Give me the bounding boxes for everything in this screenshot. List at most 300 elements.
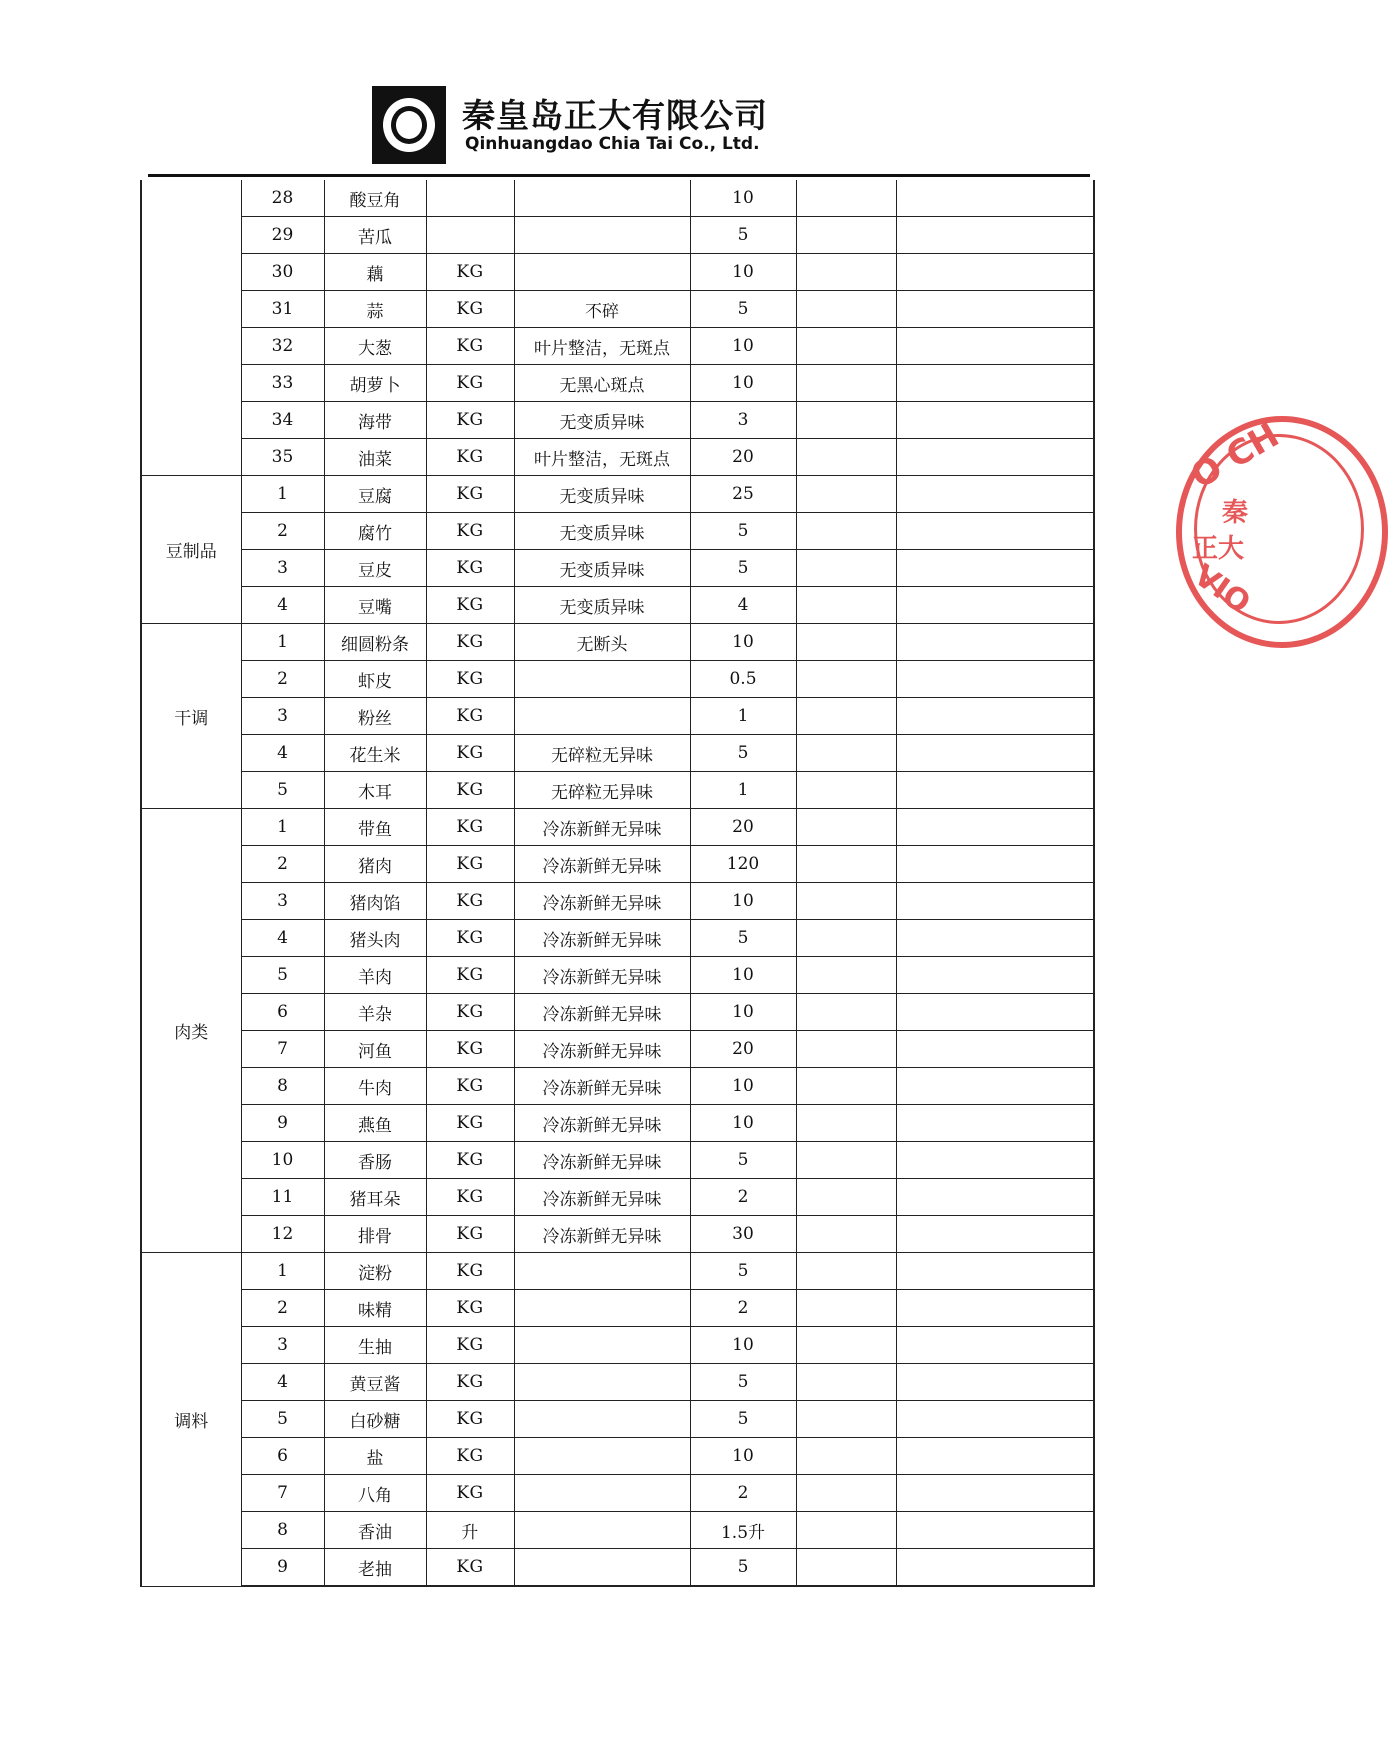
empty-cell xyxy=(796,1031,896,1068)
item-name-cell: 大葱 xyxy=(324,328,426,365)
empty-cell xyxy=(896,1253,1094,1290)
item-quantity-cell: 5 xyxy=(690,735,796,772)
item-requirement-cell: 不碎 xyxy=(514,291,690,328)
item-quantity-cell: 5 xyxy=(690,920,796,957)
table-row xyxy=(141,661,1094,698)
empty-cell xyxy=(896,587,1094,624)
table-row xyxy=(141,476,1094,513)
category-cell: 肉类 xyxy=(141,809,241,1253)
item-requirement-cell: 冷冻新鲜无异味 xyxy=(514,883,690,920)
empty-cell xyxy=(796,1401,896,1438)
table-row xyxy=(141,1142,1094,1179)
item-name-cell: 细圆粉条 xyxy=(324,624,426,661)
item-name-cell: 猪肉 xyxy=(324,846,426,883)
item-requirement-cell: 冷冻新鲜无异味 xyxy=(514,1105,690,1142)
item-quantity-cell: 1 xyxy=(690,698,796,735)
item-number-cell: 4 xyxy=(241,920,324,957)
table-row xyxy=(141,698,1094,735)
item-name-cell: 黄豆酱 xyxy=(324,1364,426,1401)
item-number-cell: 10 xyxy=(241,1142,324,1179)
table-row xyxy=(141,1549,1094,1587)
item-quantity-cell: 2 xyxy=(690,1179,796,1216)
item-quantity-cell: 10 xyxy=(690,180,796,217)
empty-cell xyxy=(796,439,896,476)
item-name-cell: 淀粉 xyxy=(324,1253,426,1290)
item-quantity-cell: 1 xyxy=(690,772,796,809)
empty-cell xyxy=(896,624,1094,661)
empty-cell xyxy=(796,1290,896,1327)
empty-cell xyxy=(796,920,896,957)
item-requirement-cell xyxy=(514,698,690,735)
item-number-cell: 8 xyxy=(241,1512,324,1549)
item-requirement-cell: 无碎粒无异味 xyxy=(514,772,690,809)
item-quantity-cell: 30 xyxy=(690,1216,796,1253)
item-requirement-cell: 无断头 xyxy=(514,624,690,661)
empty-cell xyxy=(896,1031,1094,1068)
item-name-cell: 燕鱼 xyxy=(324,1105,426,1142)
item-quantity-cell: 2 xyxy=(690,1475,796,1512)
item-number-cell: 1 xyxy=(241,809,324,846)
item-requirement-cell: 无碎粒无异味 xyxy=(514,735,690,772)
item-name-cell: 猪肉馅 xyxy=(324,883,426,920)
table-row xyxy=(141,1475,1094,1512)
item-name-cell: 带鱼 xyxy=(324,809,426,846)
empty-cell xyxy=(896,1327,1094,1364)
table-row xyxy=(141,1290,1094,1327)
table-row xyxy=(141,1105,1094,1142)
item-quantity-cell: 10 xyxy=(690,957,796,994)
item-quantity-cell: 10 xyxy=(690,1105,796,1142)
empty-cell xyxy=(896,1364,1094,1401)
item-unit-cell xyxy=(426,217,514,254)
item-quantity-cell: 5 xyxy=(690,513,796,550)
empty-cell xyxy=(896,291,1094,328)
item-unit-cell: KG xyxy=(426,476,514,513)
table-row xyxy=(141,809,1094,846)
table-row xyxy=(141,883,1094,920)
item-name-cell: 豆嘴 xyxy=(324,587,426,624)
empty-cell xyxy=(896,476,1094,513)
item-unit-cell: KG xyxy=(426,550,514,587)
item-requirement-cell: 冷冻新鲜无异味 xyxy=(514,1216,690,1253)
item-unit-cell: KG xyxy=(426,661,514,698)
table-row xyxy=(141,1179,1094,1216)
item-unit-cell: KG xyxy=(426,1438,514,1475)
item-unit-cell xyxy=(426,180,514,217)
table-row xyxy=(141,217,1094,254)
item-quantity-cell: 10 xyxy=(690,883,796,920)
empty-cell xyxy=(796,698,896,735)
item-number-cell: 4 xyxy=(241,587,324,624)
empty-cell xyxy=(896,698,1094,735)
empty-cell xyxy=(896,809,1094,846)
item-name-cell: 河鱼 xyxy=(324,1031,426,1068)
item-number-cell: 2 xyxy=(241,846,324,883)
table-row xyxy=(141,957,1094,994)
item-unit-cell: KG xyxy=(426,513,514,550)
empty-cell xyxy=(896,1105,1094,1142)
item-number-cell: 34 xyxy=(241,402,324,439)
category-cell: 调料 xyxy=(141,1253,241,1587)
item-number-cell: 31 xyxy=(241,291,324,328)
empty-cell xyxy=(896,439,1094,476)
item-name-cell: 胡萝卜 xyxy=(324,365,426,402)
table-row xyxy=(141,624,1094,661)
item-unit-cell: KG xyxy=(426,587,514,624)
item-name-cell: 牛肉 xyxy=(324,1068,426,1105)
empty-cell xyxy=(796,402,896,439)
item-unit-cell: 升 xyxy=(426,1512,514,1549)
empty-cell xyxy=(896,1438,1094,1475)
item-requirement-cell: 叶片整洁，无斑点 xyxy=(514,328,690,365)
item-number-cell: 8 xyxy=(241,1068,324,1105)
item-unit-cell: KG xyxy=(426,772,514,809)
item-quantity-cell: 20 xyxy=(690,1031,796,1068)
table-row xyxy=(141,587,1094,624)
item-quantity-cell: 10 xyxy=(690,994,796,1031)
empty-cell xyxy=(896,550,1094,587)
item-name-cell: 味精 xyxy=(324,1290,426,1327)
empty-cell xyxy=(896,846,1094,883)
empty-cell xyxy=(796,328,896,365)
item-quantity-cell: 5 xyxy=(690,217,796,254)
item-requirement-cell: 冷冻新鲜无异味 xyxy=(514,920,690,957)
empty-cell xyxy=(796,772,896,809)
item-number-cell: 5 xyxy=(241,957,324,994)
item-requirement-cell xyxy=(514,217,690,254)
item-unit-cell: KG xyxy=(426,291,514,328)
item-name-cell: 香油 xyxy=(324,1512,426,1549)
item-number-cell: 33 xyxy=(241,365,324,402)
empty-cell xyxy=(896,994,1094,1031)
goods-table-wrapper xyxy=(140,180,1095,1587)
item-requirement-cell: 冷冻新鲜无异味 xyxy=(514,1068,690,1105)
item-unit-cell: KG xyxy=(426,957,514,994)
empty-cell xyxy=(896,1216,1094,1253)
empty-cell xyxy=(896,1068,1094,1105)
goods-table xyxy=(140,180,1095,1587)
item-requirement-cell xyxy=(514,1401,690,1438)
item-name-cell: 腐竹 xyxy=(324,513,426,550)
item-requirement-cell: 冷冻新鲜无异味 xyxy=(514,994,690,1031)
item-requirement-cell: 冷冻新鲜无异味 xyxy=(514,809,690,846)
empty-cell xyxy=(896,1142,1094,1179)
company-name-en: Qinhuangdao Chia Tai Co., Ltd. xyxy=(465,134,760,154)
item-unit-cell: KG xyxy=(426,624,514,661)
item-name-cell: 排骨 xyxy=(324,1216,426,1253)
empty-cell xyxy=(896,254,1094,291)
item-quantity-cell: 20 xyxy=(690,439,796,476)
item-unit-cell: KG xyxy=(426,365,514,402)
item-quantity-cell: 10 xyxy=(690,365,796,402)
item-quantity-cell: 5 xyxy=(690,550,796,587)
item-number-cell: 6 xyxy=(241,1438,324,1475)
item-quantity-cell: 10 xyxy=(690,328,796,365)
item-quantity-cell: 5 xyxy=(690,1549,796,1587)
item-requirement-cell: 冷冻新鲜无异味 xyxy=(514,1031,690,1068)
empty-cell xyxy=(796,1179,896,1216)
document-header xyxy=(372,86,792,166)
table-row xyxy=(141,291,1094,328)
item-unit-cell: KG xyxy=(426,1216,514,1253)
item-unit-cell: KG xyxy=(426,735,514,772)
item-number-cell: 2 xyxy=(241,661,324,698)
table-row xyxy=(141,1438,1094,1475)
empty-cell xyxy=(796,624,896,661)
item-requirement-cell xyxy=(514,1327,690,1364)
empty-cell xyxy=(796,476,896,513)
empty-cell xyxy=(896,180,1094,217)
item-quantity-cell: 0.5 xyxy=(690,661,796,698)
item-requirement-cell xyxy=(514,661,690,698)
item-number-cell: 1 xyxy=(241,624,324,661)
item-requirement-cell: 无变质异味 xyxy=(514,513,690,550)
empty-cell xyxy=(796,365,896,402)
item-unit-cell: KG xyxy=(426,439,514,476)
table-row xyxy=(141,1512,1094,1549)
item-name-cell: 羊杂 xyxy=(324,994,426,1031)
item-number-cell: 11 xyxy=(241,1179,324,1216)
item-number-cell: 2 xyxy=(241,1290,324,1327)
table-row xyxy=(141,1364,1094,1401)
item-name-cell: 海带 xyxy=(324,402,426,439)
item-number-cell: 4 xyxy=(241,1364,324,1401)
item-number-cell: 7 xyxy=(241,1475,324,1512)
item-number-cell: 7 xyxy=(241,1031,324,1068)
table-row xyxy=(141,550,1094,587)
empty-cell xyxy=(896,1549,1094,1587)
empty-cell xyxy=(796,1068,896,1105)
item-number-cell: 29 xyxy=(241,217,324,254)
item-unit-cell: KG xyxy=(426,1179,514,1216)
item-name-cell: 盐 xyxy=(324,1438,426,1475)
item-number-cell: 28 xyxy=(241,180,324,217)
empty-cell xyxy=(796,1549,896,1587)
item-name-cell: 生抽 xyxy=(324,1327,426,1364)
item-unit-cell: KG xyxy=(426,994,514,1031)
empty-cell xyxy=(896,402,1094,439)
empty-cell xyxy=(796,661,896,698)
item-name-cell: 白砂糖 xyxy=(324,1401,426,1438)
item-unit-cell: KG xyxy=(426,846,514,883)
empty-cell xyxy=(896,735,1094,772)
item-quantity-cell: 5 xyxy=(690,1253,796,1290)
empty-cell xyxy=(896,661,1094,698)
empty-cell xyxy=(796,1364,896,1401)
item-requirement-cell xyxy=(514,1475,690,1512)
table-row xyxy=(141,254,1094,291)
empty-cell xyxy=(796,1475,896,1512)
item-number-cell: 3 xyxy=(241,1327,324,1364)
item-quantity-cell: 5 xyxy=(690,1401,796,1438)
item-requirement-cell: 无变质异味 xyxy=(514,476,690,513)
item-unit-cell: KG xyxy=(426,920,514,957)
item-number-cell: 1 xyxy=(241,476,324,513)
item-name-cell: 花生米 xyxy=(324,735,426,772)
empty-cell xyxy=(796,735,896,772)
empty-cell xyxy=(896,1290,1094,1327)
table-row xyxy=(141,402,1094,439)
item-name-cell: 猪耳朵 xyxy=(324,1179,426,1216)
empty-cell xyxy=(796,254,896,291)
item-name-cell: 老抽 xyxy=(324,1549,426,1587)
empty-cell xyxy=(796,809,896,846)
empty-cell xyxy=(896,1512,1094,1549)
item-quantity-cell: 2 xyxy=(690,1290,796,1327)
item-quantity-cell: 10 xyxy=(690,1438,796,1475)
empty-cell xyxy=(796,217,896,254)
item-requirement-cell: 无黑心斑点 xyxy=(514,365,690,402)
item-unit-cell: KG xyxy=(426,1031,514,1068)
empty-cell xyxy=(896,920,1094,957)
empty-cell xyxy=(896,883,1094,920)
empty-cell xyxy=(896,328,1094,365)
item-name-cell: 豆皮 xyxy=(324,550,426,587)
empty-cell xyxy=(796,1327,896,1364)
item-quantity-cell: 3 xyxy=(690,402,796,439)
table-row xyxy=(141,1031,1094,1068)
item-number-cell: 9 xyxy=(241,1549,324,1587)
empty-cell xyxy=(896,1179,1094,1216)
item-requirement-cell xyxy=(514,1253,690,1290)
item-quantity-cell: 5 xyxy=(690,1142,796,1179)
table-row xyxy=(141,1216,1094,1253)
item-quantity-cell: 4 xyxy=(690,587,796,624)
item-number-cell: 1 xyxy=(241,1253,324,1290)
item-name-cell: 藕 xyxy=(324,254,426,291)
empty-cell xyxy=(796,1253,896,1290)
item-unit-cell: KG xyxy=(426,809,514,846)
item-number-cell: 35 xyxy=(241,439,324,476)
item-quantity-cell: 25 xyxy=(690,476,796,513)
item-quantity-cell: 5 xyxy=(690,1364,796,1401)
item-requirement-cell: 无变质异味 xyxy=(514,587,690,624)
empty-cell xyxy=(796,846,896,883)
item-unit-cell: KG xyxy=(426,1401,514,1438)
item-requirement-cell: 冷冻新鲜无异味 xyxy=(514,846,690,883)
item-name-cell: 油菜 xyxy=(324,439,426,476)
item-unit-cell: KG xyxy=(426,1290,514,1327)
item-quantity-cell: 10 xyxy=(690,254,796,291)
table-row xyxy=(141,920,1094,957)
item-unit-cell: KG xyxy=(426,402,514,439)
chia-tai-logo-icon xyxy=(372,86,446,164)
item-unit-cell: KG xyxy=(426,254,514,291)
table-row xyxy=(141,439,1094,476)
item-number-cell: 5 xyxy=(241,772,324,809)
item-quantity-cell: 10 xyxy=(690,624,796,661)
item-unit-cell: KG xyxy=(426,1068,514,1105)
empty-cell xyxy=(796,291,896,328)
item-quantity-cell: 10 xyxy=(690,1068,796,1105)
item-quantity-cell: 20 xyxy=(690,809,796,846)
item-unit-cell: KG xyxy=(426,328,514,365)
header-divider xyxy=(148,174,1090,177)
empty-cell xyxy=(896,772,1094,809)
item-name-cell: 猪头肉 xyxy=(324,920,426,957)
item-number-cell: 2 xyxy=(241,513,324,550)
item-number-cell: 3 xyxy=(241,698,324,735)
item-name-cell: 虾皮 xyxy=(324,661,426,698)
item-requirement-cell: 冷冻新鲜无异味 xyxy=(514,1142,690,1179)
item-requirement-cell: 叶片整洁，无斑点 xyxy=(514,439,690,476)
item-unit-cell: KG xyxy=(426,1105,514,1142)
table-row xyxy=(141,735,1094,772)
item-requirement-cell xyxy=(514,180,690,217)
empty-cell xyxy=(796,550,896,587)
item-requirement-cell xyxy=(514,1364,690,1401)
item-unit-cell: KG xyxy=(426,1549,514,1587)
item-requirement-cell xyxy=(514,1290,690,1327)
table-row xyxy=(141,365,1094,402)
table-row xyxy=(141,994,1094,1031)
table-row xyxy=(141,846,1094,883)
item-number-cell: 3 xyxy=(241,883,324,920)
item-requirement-cell: 冷冻新鲜无异味 xyxy=(514,957,690,994)
empty-cell xyxy=(896,1401,1094,1438)
item-unit-cell: KG xyxy=(426,698,514,735)
item-unit-cell: KG xyxy=(426,1475,514,1512)
item-requirement-cell: 无变质异味 xyxy=(514,402,690,439)
item-number-cell: 9 xyxy=(241,1105,324,1142)
item-name-cell: 豆腐 xyxy=(324,476,426,513)
empty-cell xyxy=(796,1216,896,1253)
item-unit-cell: KG xyxy=(426,1364,514,1401)
category-cell: 豆制品 xyxy=(141,476,241,624)
item-requirement-cell: 无变质异味 xyxy=(514,550,690,587)
item-requirement-cell xyxy=(514,1512,690,1549)
empty-cell xyxy=(796,1512,896,1549)
item-name-cell: 八角 xyxy=(324,1475,426,1512)
table-row xyxy=(141,1327,1094,1364)
item-requirement-cell: 冷冻新鲜无异味 xyxy=(514,1179,690,1216)
empty-cell xyxy=(896,217,1094,254)
item-unit-cell: KG xyxy=(426,883,514,920)
item-quantity-cell: 5 xyxy=(690,291,796,328)
empty-cell xyxy=(796,1142,896,1179)
table-row xyxy=(141,513,1094,550)
item-name-cell: 粉丝 xyxy=(324,698,426,735)
item-number-cell: 32 xyxy=(241,328,324,365)
table-row xyxy=(141,1253,1094,1290)
table-row xyxy=(141,1068,1094,1105)
item-name-cell: 香肠 xyxy=(324,1142,426,1179)
item-quantity-cell: 1.5升 xyxy=(690,1512,796,1549)
empty-cell xyxy=(796,957,896,994)
empty-cell xyxy=(796,1438,896,1475)
empty-cell xyxy=(896,365,1094,402)
item-name-cell: 木耳 xyxy=(324,772,426,809)
table-row xyxy=(141,328,1094,365)
empty-cell xyxy=(796,1105,896,1142)
item-requirement-cell xyxy=(514,1438,690,1475)
item-requirement-cell xyxy=(514,254,690,291)
empty-cell xyxy=(896,957,1094,994)
table-row xyxy=(141,180,1094,217)
empty-cell xyxy=(896,1475,1094,1512)
item-unit-cell: KG xyxy=(426,1142,514,1179)
item-number-cell: 6 xyxy=(241,994,324,1031)
item-number-cell: 30 xyxy=(241,254,324,291)
category-cell: 干调 xyxy=(141,624,241,809)
empty-cell xyxy=(896,513,1094,550)
empty-cell xyxy=(796,513,896,550)
empty-cell xyxy=(796,883,896,920)
item-name-cell: 蒜 xyxy=(324,291,426,328)
category-cell xyxy=(141,180,241,476)
item-unit-cell: KG xyxy=(426,1327,514,1364)
item-quantity-cell: 120 xyxy=(690,846,796,883)
